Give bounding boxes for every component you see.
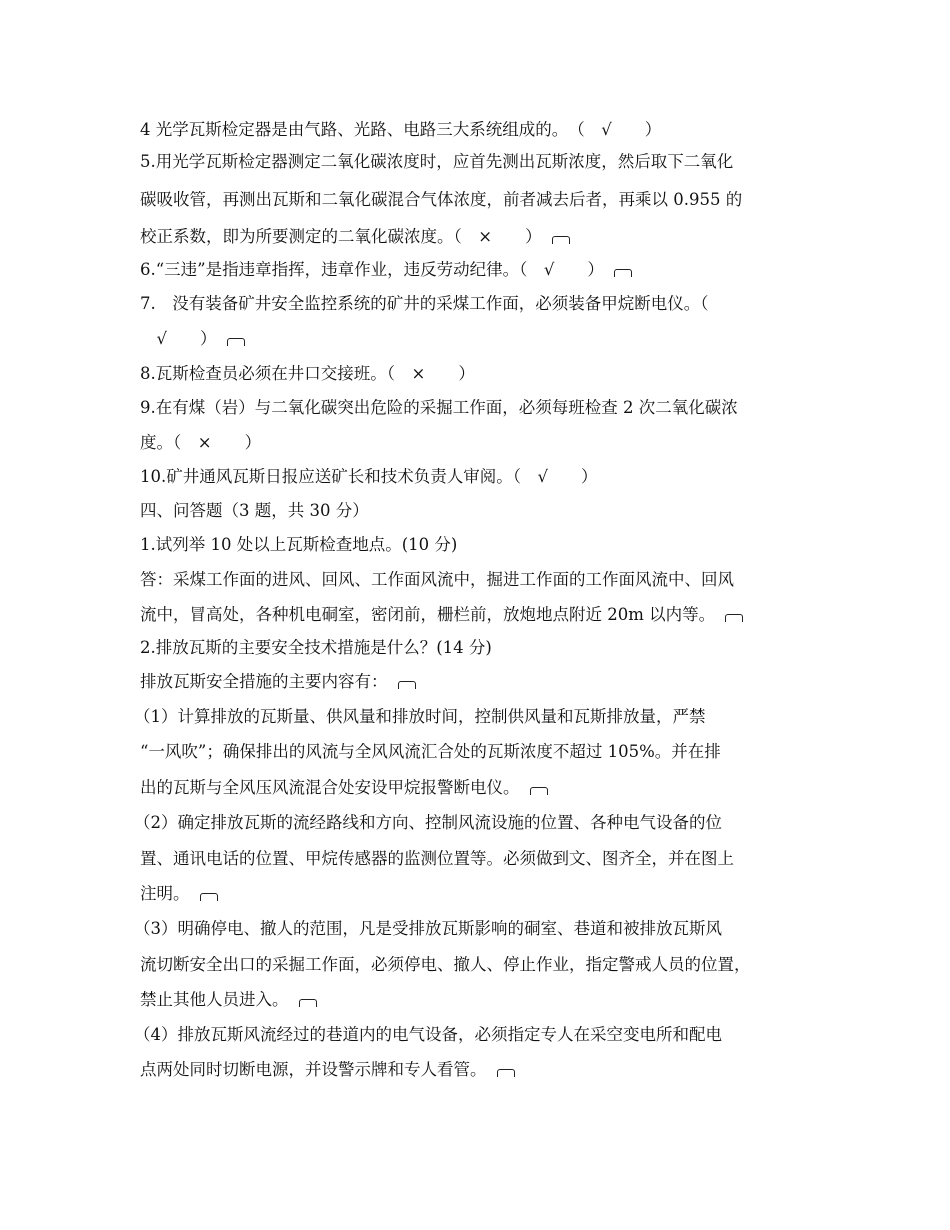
text-line: 流中，冒高处，各种机电硐室，密闭前，栅栏前，放炮地点附近 20m 以内等。 <box>140 603 743 627</box>
text-line: （1）计算排放的瓦斯量、供风量和排放时间，控制供风量和瓦斯排放量，严禁 <box>134 707 706 726</box>
text-line: 点两处同时切断电源，并设警示牌和专人看管。 <box>140 1058 515 1082</box>
text-line: 10.矿井通风瓦斯日报应送矿长和技术负责人审阅。（ √ ） <box>140 467 598 486</box>
paragraph-mark-icon <box>497 1069 515 1077</box>
text-line: （4）排放瓦斯风流经过的巷道内的电气设备，必须指定专人在采空变电所和配电 <box>134 1025 722 1044</box>
text-line: （3）明确停电、撤人的范围，凡是受排放瓦斯影响的硐室、巷道和被排放瓦斯风 <box>134 919 722 938</box>
paragraph-mark-icon <box>725 614 743 622</box>
text-line: 9.在有煤（岩）与二氧化碳突出危险的采掘工作面，必须每班检查 2 次二氧化碳浓 <box>140 398 738 417</box>
paragraph-mark-icon <box>614 269 632 277</box>
paragraph-mark-icon <box>227 338 245 346</box>
text-line: √ ） <box>140 327 245 351</box>
paragraph-mark-icon <box>299 999 317 1007</box>
paragraph-mark-icon <box>552 236 570 244</box>
paragraph-mark-icon <box>398 681 416 689</box>
text-line: 度。（ × ） <box>140 433 262 452</box>
text-line: 4 光学瓦斯检定器是由气路、光路、电路三大系统组成的。 （ √ ） <box>140 120 662 139</box>
text-line: 排放瓦斯安全措施的主要内容有： <box>140 670 416 694</box>
paragraph-mark-icon <box>200 893 218 901</box>
text-line: 置、通讯电话的位置、甲烷传感器的监测位置等。必须做到文、图齐全，并在图上 <box>140 849 734 868</box>
text-line: 5.用光学瓦斯检定器测定二氧化碳浓度时，应首先测出瓦斯浓度，然后取下二氧化 <box>140 152 734 171</box>
text-line: 流切断安全出口的采掘工作面，必须停电、撤人、停止作业，指定警戒人员的位置， <box>140 955 751 974</box>
text-line: （2）确定排放瓦斯的流经路线和方向、控制风流设施的位置、各种电气设备的位 <box>134 813 722 832</box>
text-line: 碳吸收管，再测出瓦斯和二氧化碳混合气体浓度，前者减去后者，再乘以 0.955 的 <box>140 190 743 209</box>
text-line: 出的瓦斯与全风压风流混合处安设甲烷报警断电仪。 <box>140 776 548 800</box>
section-heading: 四、问答题（3 题，共 30 分） <box>140 501 369 520</box>
text-line: 答：采煤工作面的进风、回风、工作面风流中，掘进工作面的工作面风流中、回风 <box>140 570 734 589</box>
text-line: 禁止其他人员进入。 <box>140 988 317 1012</box>
question-title: 2.排放瓦斯的主要安全技术措施是什么？(14 分) <box>140 638 492 657</box>
text-line: “一风吹”；确保排出的风流与全风风流汇合处的瓦斯浓度不超过 105%。并在排 <box>140 742 721 761</box>
text-line: 8.瓦斯检查员必须在井口交接班。（ × ） <box>140 364 475 383</box>
text-line: 6.“三违”是指违章指挥，违章作业，违反劳动纪律。（ √ ） <box>140 258 632 282</box>
text-line: 注明。 <box>140 882 218 906</box>
paragraph-mark-icon <box>530 787 548 795</box>
question-title: 1.试列举 10 处以上瓦斯检查地点。(10 分) <box>140 535 458 554</box>
text-line: 校正系数，即为所要测定的二氧化碳浓度。（ × ） <box>140 225 570 249</box>
text-line: 7. 没有装备矿井安全监控系统的矿井的采煤工作面，必须装备甲烷断电仪。（ <box>140 294 709 313</box>
